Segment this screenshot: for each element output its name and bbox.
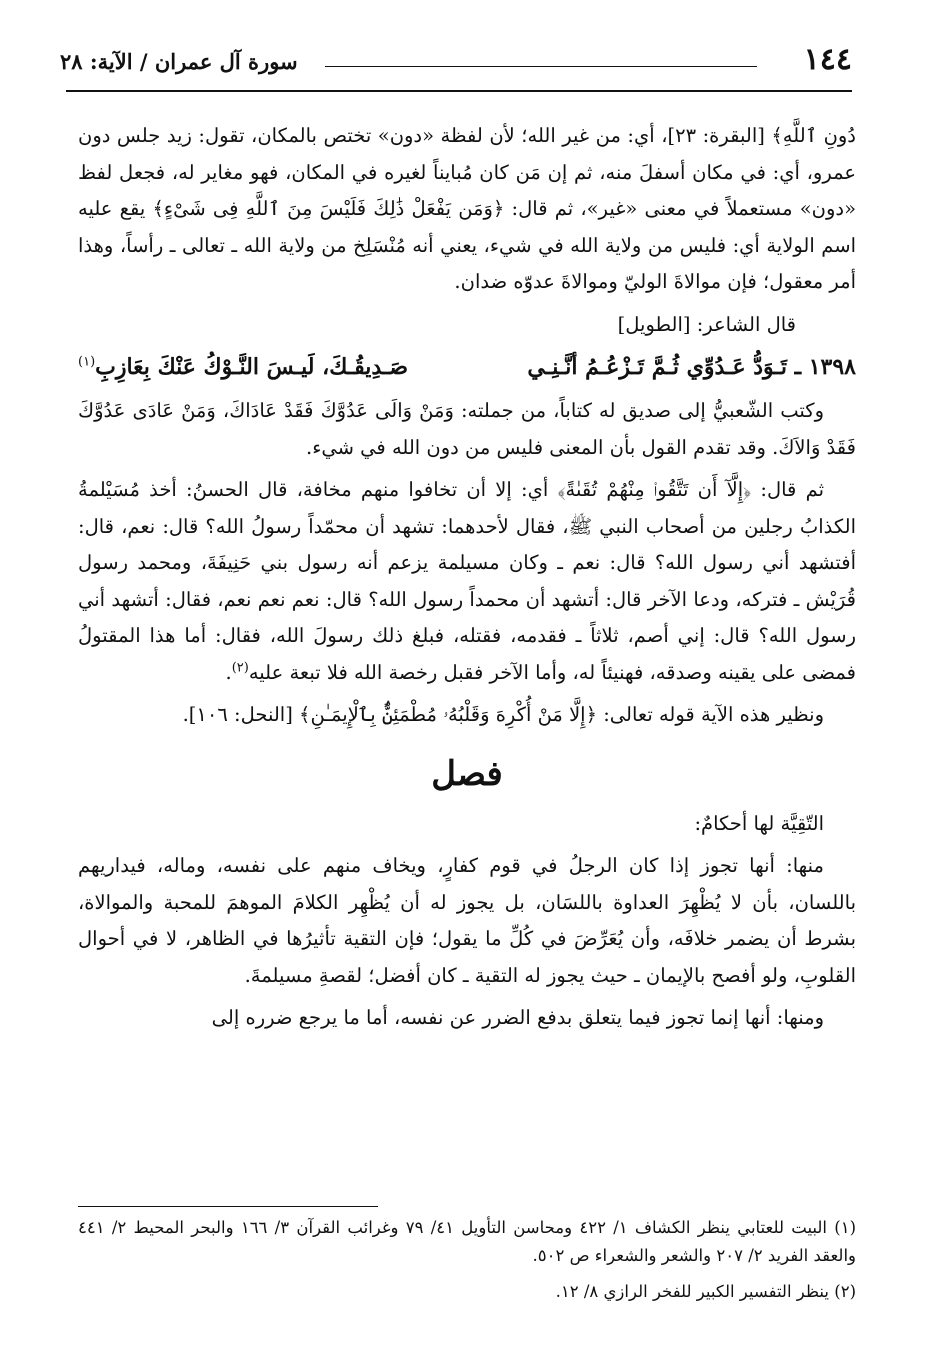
section-title: فصل (431, 753, 503, 794)
main-text (78, 118, 856, 1037)
paragraph-2: وكتب الشّعبيُّ إلى صديق له كتاباً، من جملته: وَمَنْ وَالَى عَدُوَّكَ فَقَدْ عَادَاكَ، وَمَنْ عَادَى عَدُوَّكَ فَقَدْ وَالاَكَ. وقد تقدم القول بأن المعنى فليس من دون الله في شيء. (78, 399, 856, 459)
paragraph-5: التّقِيَّة لها أحكامٌ: (694, 811, 824, 835)
paragraph-4: ونظير هذه الآية قوله تعالى: ﴿إِلَّا مَنْ أُكْرِهَ وَقَلْبُهُۥ مُطْمَئِنٌّۢ بِٱلْإِيمَـٰنِ﴾ [النحل: ١٠٦]. (182, 703, 824, 726)
footnote-2: (٢) ينظر التفسير الكبير للفخر الرازي ٨/ ١٢. (555, 1282, 856, 1301)
poetry-verse (78, 347, 856, 387)
verse-hemistich-1 (527, 347, 856, 387)
page-number: ١٤٤ (803, 42, 852, 77)
footnote-divider (78, 1206, 378, 1207)
paragraph-6: منها: أنها تجوز إذا كان الرجلُ في قوم كفارٍ، ويخاف منهم على نفسه، وماله، فيداريهم باللسان، بأن لا يُظْهِرَ العداوة باللسَان، بل يجوز له أن يُظْهِر الكلامَ الموهمَ للمحبة والموالاة، بشرط أن يضمر خلافَه، وأن يُعَرِّضَ في كُلِّ ما يقول؛ فإن التقية تأثيرُها في الظاهر، لا في أحوال القلوبِ، ولو أفصح بالإيمان ـ حيث يجوز له التقية ـ كان أفضل؛ لقصةِ مسيلمةَ. (78, 854, 856, 987)
footnotes (78, 1214, 856, 1306)
footnote-ref-1: (١) (78, 354, 96, 370)
footnote-1: (١) البيت للعتابي ينظر الكشاف ١/ ٤٢٢ ومحاسن التأويل ٤١/ ٧٩ وغرائب القرآن ٣/ ١٦٦ والبحر المحيط ٢/ ٤٤١ والعقد الفريد ٢/ ٢٠٧ والشعر والشعراء ص ٥٠٢. (78, 1218, 857, 1265)
page-header (60, 38, 852, 86)
paragraph-3-text: ثم قال: ﴿إِلَّآ أَن تَتَّقُوا۟ مِنْهُمْ تُقَىٰةً﴾ أي: إلا أن تخافوا منهم مخافة، قال الحسنُ: أخذ مُسَيْلمةُ الكذابُ رجلين من أصحاب النبي ﷺ، فقال لأحدهما: تشهد أن محمّداً رسولُ الله؟ قال: نعم، قال: أفتشهد أني رسول الله؟ قال: نعم ـ وكان مسيلمة يزعم أنه رسول بني حَنِيفَةَ، ومحمد رسول قُرَيْش ـ فتركه، ودعا الآخر قال: أتشهد أن محمداً رسول الله؟ قال: نعم نعم نعم، فقال: أتشهد أني رسول الله؟ قال: إني أصم، ثلاثاً ـ فقدمه، فقتله، فبلغ ذلك رسولَ الله، فقال: أما هذا المقتولُ فمضى على يقينه وصدقه، فهنيئاً له، وأما الآخر فقبل رخصة الله فلا تبعة عليه (78, 478, 856, 684)
running-title: سورة آل عمران / الآية: ٢٨ (60, 49, 298, 74)
paragraph-7: ومنها: أنها إنما تجوز فيما يتعلق بدفع الضرر عن نفسه، أما ما يرجع ضرره إلى (211, 1006, 824, 1029)
paragraph-3-end: . (225, 660, 232, 684)
verse-hemistich-1-text: ١٣٩٨ ـ تَـوَدُّ عَـدُوِّي ثُـمَّ تَـزْعُـمُ أنَّـنِـي (527, 354, 856, 380)
verse-hemistich-2-text: صَـدِيقُـكَ، لَيـسَ النَّـوْكُ عَنْكَ بِعَازِبِ (95, 354, 409, 380)
header-divider (66, 90, 852, 92)
poet-meter-line: قال الشاعر: [الطويل] (617, 312, 796, 336)
verse-hemistich-2 (78, 347, 408, 387)
paragraph-1: دُونِ ٱللَّهِ﴾ [البقرة: ٢٣]، أي: من غير الله؛ لأن لفظة «دون» تختص بالمكان، تقول: زيد جلس دون عمرو، أي: في مكان أسفلَ منه، ثم إن مَن كان مُبايناً لغيره في المكان، فهو مغاير له، فجعل لفظ «دون» مستعملاً في معنى «غير»، ثم قال: ﴿وَمَن يَفْعَلْ ذَٰلِكَ فَلَيْسَ مِنَ ٱللَّهِ فِى شَىْءٍ﴾ يقع عليه اسم الولاية أي: فليس من ولاية الله في شيء، يعني أنه مُنْسَلِخ من ولاية الله ـ تعالى ـ رأساً، وهذا أمر معقول؛ فإن موالاةَ الوليّ وموالاةَ عدوّه ضدان. (78, 124, 856, 293)
paragraph-3 (78, 472, 856, 691)
footnote-ref-2: (٢) (231, 660, 249, 675)
header-rule (325, 66, 757, 67)
